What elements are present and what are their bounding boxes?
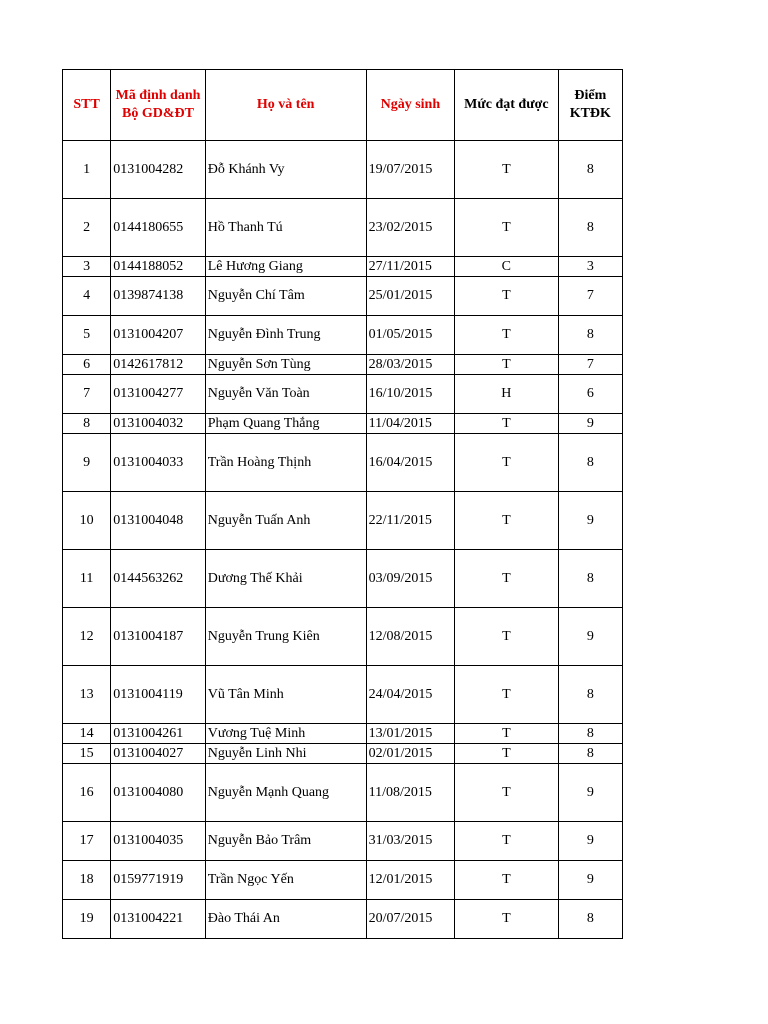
cell-ho-va-ten: Nguyễn Linh Nhi [205, 744, 366, 764]
header-ma-dinh-danh: Mã định danh Bộ GD&ĐT [111, 70, 206, 141]
cell-ngay-sinh: 16/10/2015 [366, 375, 454, 414]
cell-muc-dat-duoc: T [455, 608, 559, 666]
header-ho-va-ten: Họ và tên [205, 70, 366, 141]
cell-stt: 15 [63, 744, 111, 764]
table-row [63, 744, 623, 764]
cell-ma-dinh-danh: 0131004282 [111, 141, 206, 199]
cell-muc-dat-duoc: T [455, 434, 559, 492]
cell-diem-ktdk: 8 [558, 550, 622, 608]
table-row [63, 141, 623, 199]
cell-diem-ktdk: 8 [558, 199, 622, 257]
student-results-table [62, 69, 623, 939]
table-row [63, 434, 623, 492]
cell-ngay-sinh: 16/04/2015 [366, 434, 454, 492]
cell-ma-dinh-danh: 0159771919 [111, 861, 206, 900]
cell-ngay-sinh: 19/07/2015 [366, 141, 454, 199]
cell-ho-va-ten: Trần Ngọc Yến [205, 861, 366, 900]
cell-muc-dat-duoc: T [455, 744, 559, 764]
cell-muc-dat-duoc: T [455, 277, 559, 316]
cell-muc-dat-duoc: T [455, 355, 559, 375]
cell-ngay-sinh: 02/01/2015 [366, 744, 454, 764]
cell-ngay-sinh: 23/02/2015 [366, 199, 454, 257]
cell-diem-ktdk: 8 [558, 724, 622, 744]
table-row [63, 492, 623, 550]
header-stt: STT [63, 70, 111, 141]
cell-stt: 4 [63, 277, 111, 316]
cell-ngay-sinh: 25/01/2015 [366, 277, 454, 316]
cell-ngay-sinh: 12/01/2015 [366, 861, 454, 900]
cell-stt: 10 [63, 492, 111, 550]
cell-ho-va-ten: Nguyễn Văn Toàn [205, 375, 366, 414]
cell-ngay-sinh: 11/04/2015 [366, 414, 454, 434]
cell-diem-ktdk: 9 [558, 764, 622, 822]
cell-ma-dinh-danh: 0131004277 [111, 375, 206, 414]
header-muc-dat-duoc: Mức đạt được [455, 70, 559, 141]
cell-ho-va-ten: Nguyễn Đình Trung [205, 316, 366, 355]
cell-ngay-sinh: 13/01/2015 [366, 724, 454, 744]
cell-muc-dat-duoc: T [455, 199, 559, 257]
cell-ngay-sinh: 01/05/2015 [366, 316, 454, 355]
cell-stt: 2 [63, 199, 111, 257]
cell-diem-ktdk: 8 [558, 900, 622, 939]
cell-muc-dat-duoc: T [455, 141, 559, 199]
cell-diem-ktdk: 9 [558, 822, 622, 861]
cell-ma-dinh-danh: 0144188052 [111, 257, 206, 277]
cell-stt: 6 [63, 355, 111, 375]
header-diem-ktdk: Điểm KTĐK [558, 70, 622, 141]
cell-stt: 9 [63, 434, 111, 492]
cell-stt: 17 [63, 822, 111, 861]
table-row [63, 375, 623, 414]
cell-stt: 14 [63, 724, 111, 744]
cell-ngay-sinh: 28/03/2015 [366, 355, 454, 375]
cell-ho-va-ten: Vương Tuệ Minh [205, 724, 366, 744]
cell-ngay-sinh: 20/07/2015 [366, 900, 454, 939]
table-row [63, 277, 623, 316]
cell-ngay-sinh: 27/11/2015 [366, 257, 454, 277]
cell-ho-va-ten: Nguyễn Trung Kiên [205, 608, 366, 666]
cell-ho-va-ten: Nguyễn Tuấn Anh [205, 492, 366, 550]
cell-stt: 12 [63, 608, 111, 666]
table-row [63, 822, 623, 861]
cell-diem-ktdk: 8 [558, 666, 622, 724]
cell-ho-va-ten: Lê Hương Giang [205, 257, 366, 277]
cell-ngay-sinh: 11/08/2015 [366, 764, 454, 822]
cell-ho-va-ten: Dương Thế Khải [205, 550, 366, 608]
cell-ma-dinh-danh: 0131004207 [111, 316, 206, 355]
cell-ho-va-ten: Trần Hoàng Thịnh [205, 434, 366, 492]
cell-stt: 11 [63, 550, 111, 608]
cell-ngay-sinh: 22/11/2015 [366, 492, 454, 550]
cell-muc-dat-duoc: T [455, 666, 559, 724]
cell-ma-dinh-danh: 0131004033 [111, 434, 206, 492]
cell-ho-va-ten: Vũ Tân Minh [205, 666, 366, 724]
cell-ma-dinh-danh: 0144180655 [111, 199, 206, 257]
table-row [63, 199, 623, 257]
cell-ho-va-ten: Nguyễn Bảo Trâm [205, 822, 366, 861]
cell-ma-dinh-danh: 0131004261 [111, 724, 206, 744]
cell-stt: 16 [63, 764, 111, 822]
cell-stt: 5 [63, 316, 111, 355]
table-row [63, 257, 623, 277]
cell-muc-dat-duoc: T [455, 414, 559, 434]
cell-ma-dinh-danh: 0131004221 [111, 900, 206, 939]
cell-muc-dat-duoc: H [455, 375, 559, 414]
table-body [63, 141, 623, 939]
cell-ho-va-ten: Nguyễn Mạnh Quang [205, 764, 366, 822]
cell-stt: 7 [63, 375, 111, 414]
table-row [63, 550, 623, 608]
cell-ma-dinh-danh: 0144563262 [111, 550, 206, 608]
table-row [63, 355, 623, 375]
cell-diem-ktdk: 7 [558, 355, 622, 375]
cell-diem-ktdk: 9 [558, 414, 622, 434]
cell-stt: 13 [63, 666, 111, 724]
cell-muc-dat-duoc: T [455, 492, 559, 550]
cell-muc-dat-duoc: T [455, 861, 559, 900]
table-row [63, 316, 623, 355]
cell-diem-ktdk: 8 [558, 316, 622, 355]
cell-stt: 8 [63, 414, 111, 434]
cell-diem-ktdk: 8 [558, 744, 622, 764]
cell-diem-ktdk: 9 [558, 492, 622, 550]
cell-muc-dat-duoc: C [455, 257, 559, 277]
cell-muc-dat-duoc: T [455, 822, 559, 861]
table-row [63, 414, 623, 434]
cell-diem-ktdk: 9 [558, 608, 622, 666]
header-ngay-sinh: Ngày sinh [366, 70, 454, 141]
cell-ma-dinh-danh: 0142617812 [111, 355, 206, 375]
cell-ma-dinh-danh: 0131004080 [111, 764, 206, 822]
cell-ma-dinh-danh: 0131004027 [111, 744, 206, 764]
cell-stt: 3 [63, 257, 111, 277]
cell-muc-dat-duoc: T [455, 900, 559, 939]
cell-ngay-sinh: 24/04/2015 [366, 666, 454, 724]
table-row [63, 666, 623, 724]
cell-diem-ktdk: 7 [558, 277, 622, 316]
cell-ho-va-ten: Đỗ Khánh Vy [205, 141, 366, 199]
table-row [63, 900, 623, 939]
table-row [63, 764, 623, 822]
cell-ngay-sinh: 03/09/2015 [366, 550, 454, 608]
cell-ho-va-ten: Nguyễn Sơn Tùng [205, 355, 366, 375]
cell-stt: 1 [63, 141, 111, 199]
cell-ho-va-ten: Nguyễn Chí Tâm [205, 277, 366, 316]
cell-ma-dinh-danh: 0139874138 [111, 277, 206, 316]
cell-diem-ktdk: 3 [558, 257, 622, 277]
cell-muc-dat-duoc: T [455, 764, 559, 822]
cell-ngay-sinh: 12/08/2015 [366, 608, 454, 666]
cell-ho-va-ten: Đào Thái An [205, 900, 366, 939]
cell-ma-dinh-danh: 0131004119 [111, 666, 206, 724]
table-row [63, 861, 623, 900]
cell-muc-dat-duoc: T [455, 316, 559, 355]
cell-muc-dat-duoc: T [455, 724, 559, 744]
header-row [63, 70, 623, 141]
cell-diem-ktdk: 8 [558, 141, 622, 199]
cell-ho-va-ten: Hồ Thanh Tú [205, 199, 366, 257]
cell-diem-ktdk: 9 [558, 861, 622, 900]
cell-diem-ktdk: 6 [558, 375, 622, 414]
cell-stt: 19 [63, 900, 111, 939]
table-row [63, 608, 623, 666]
cell-ngay-sinh: 31/03/2015 [366, 822, 454, 861]
cell-ma-dinh-danh: 0131004187 [111, 608, 206, 666]
cell-ma-dinh-danh: 0131004032 [111, 414, 206, 434]
cell-ho-va-ten: Phạm Quang Thắng [205, 414, 366, 434]
cell-diem-ktdk: 8 [558, 434, 622, 492]
cell-ma-dinh-danh: 0131004048 [111, 492, 206, 550]
cell-stt: 18 [63, 861, 111, 900]
cell-muc-dat-duoc: T [455, 550, 559, 608]
cell-ma-dinh-danh: 0131004035 [111, 822, 206, 861]
table-row [63, 724, 623, 744]
